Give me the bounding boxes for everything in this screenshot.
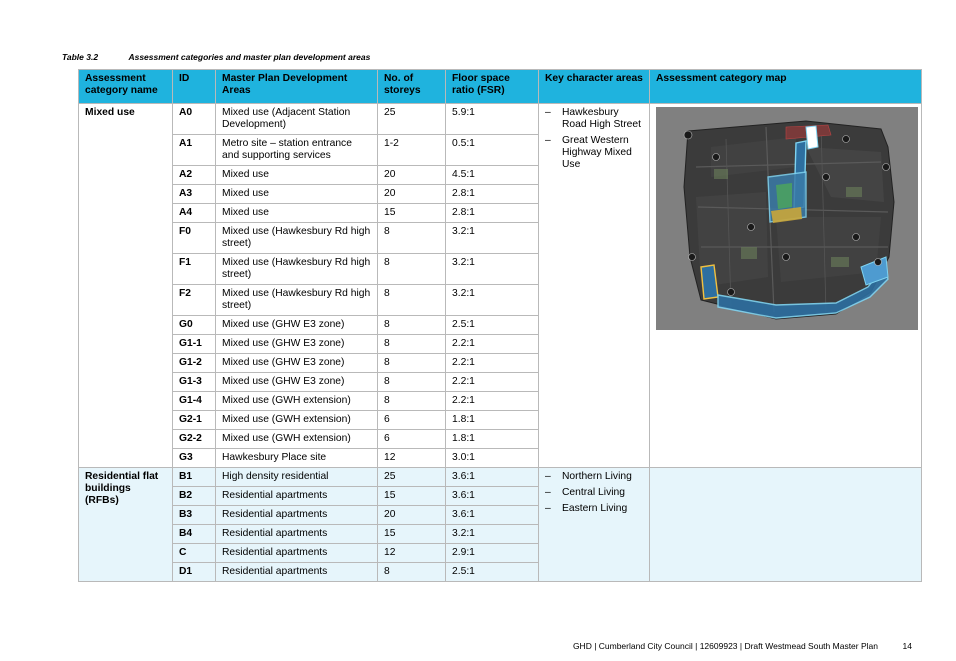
key-area-item: – Northern Living bbox=[545, 471, 643, 483]
header-fsr: Floor space ratio (FSR) bbox=[446, 70, 539, 104]
row-fsr: 3.6:1 bbox=[446, 487, 539, 506]
row-fsr: 3.2:1 bbox=[446, 285, 539, 316]
page-number: 14 bbox=[902, 641, 912, 651]
row-area: Mixed use (Hawkesbury Rd high street) bbox=[216, 285, 378, 316]
key-area-item: – Central Living bbox=[545, 487, 643, 499]
row-storeys: 25 bbox=[378, 104, 446, 135]
row-id: B3 bbox=[173, 506, 216, 525]
row-area: Mixed use (GWH extension) bbox=[216, 430, 378, 449]
key-areas-list bbox=[545, 471, 643, 515]
row-storeys: 8 bbox=[378, 223, 446, 254]
residential-section bbox=[79, 468, 922, 582]
row-id: B4 bbox=[173, 525, 216, 544]
row-fsr: 1.8:1 bbox=[446, 411, 539, 430]
row-storeys: 12 bbox=[378, 449, 446, 468]
row-storeys: 8 bbox=[378, 354, 446, 373]
row-storeys: 8 bbox=[378, 335, 446, 354]
row-fsr: 2.5:1 bbox=[446, 563, 539, 582]
row-storeys: 6 bbox=[378, 411, 446, 430]
header-category: Assessment category name bbox=[79, 70, 173, 104]
row-id: B1 bbox=[173, 468, 216, 487]
mixed-use-section bbox=[79, 104, 922, 468]
row-id: A1 bbox=[173, 135, 216, 166]
row-area: Mixed use (GWH extension) bbox=[216, 411, 378, 430]
row-area: Mixed use (GWH extension) bbox=[216, 392, 378, 411]
row-area: Metro site – station entrance and supporting services bbox=[216, 135, 378, 166]
row-storeys: 1-2 bbox=[378, 135, 446, 166]
row-fsr: 2.5:1 bbox=[446, 316, 539, 335]
row-fsr: 0.5:1 bbox=[446, 135, 539, 166]
row-fsr: 2.2:1 bbox=[446, 392, 539, 411]
row-area: Residential apartments bbox=[216, 506, 378, 525]
row-area: Mixed use (GHW E3 zone) bbox=[216, 354, 378, 373]
row-id: G1-4 bbox=[173, 392, 216, 411]
row-id: F1 bbox=[173, 254, 216, 285]
row-area: Residential apartments bbox=[216, 544, 378, 563]
row-fsr: 2.2:1 bbox=[446, 373, 539, 392]
assessment-category-map bbox=[656, 107, 918, 330]
row-fsr: 3.6:1 bbox=[446, 506, 539, 525]
row-id: C bbox=[173, 544, 216, 563]
key-area-item: – Great Western Highway Mixed Use bbox=[545, 135, 643, 171]
row-id: G1-1 bbox=[173, 335, 216, 354]
row-id: B2 bbox=[173, 487, 216, 506]
header-key-areas: Key character areas bbox=[539, 70, 650, 104]
row-id: G1-3 bbox=[173, 373, 216, 392]
row-area: Hawkesbury Place site bbox=[216, 449, 378, 468]
table-row bbox=[79, 104, 922, 135]
row-area: Mixed use (Adjacent Station Development) bbox=[216, 104, 378, 135]
row-id: F0 bbox=[173, 223, 216, 254]
category-name: Residential flat buildings (RFBs) bbox=[79, 468, 173, 582]
row-id: G3 bbox=[173, 449, 216, 468]
header-storeys: No. of storeys bbox=[378, 70, 446, 104]
row-fsr: 3.6:1 bbox=[446, 468, 539, 487]
footer-text: GHD | Cumberland City Council | 12609923 | Draft Westmead South Master Plan bbox=[572, 641, 878, 651]
row-id: F2 bbox=[173, 285, 216, 316]
row-fsr: 2.8:1 bbox=[446, 185, 539, 204]
row-area: Mixed use (GHW E3 zone) bbox=[216, 316, 378, 335]
row-area: Mixed use bbox=[216, 185, 378, 204]
row-storeys: 8 bbox=[378, 373, 446, 392]
header-areas: Master Plan Development Areas bbox=[216, 70, 378, 104]
row-fsr: 2.8:1 bbox=[446, 204, 539, 223]
row-storeys: 8 bbox=[378, 316, 446, 335]
row-fsr: 2.9:1 bbox=[446, 544, 539, 563]
row-id: G2-1 bbox=[173, 411, 216, 430]
row-storeys: 8 bbox=[378, 254, 446, 285]
row-fsr: 3.2:1 bbox=[446, 254, 539, 285]
row-area: Residential apartments bbox=[216, 563, 378, 582]
row-storeys: 15 bbox=[378, 525, 446, 544]
key-area-item: – Eastern Living bbox=[545, 503, 643, 515]
row-storeys: 20 bbox=[378, 166, 446, 185]
row-storeys: 25 bbox=[378, 468, 446, 487]
assessment-map-cell bbox=[650, 104, 922, 468]
row-fsr: 4.5:1 bbox=[446, 166, 539, 185]
table-caption bbox=[62, 52, 370, 62]
key-area-item: – Hawkesbury Road High Street bbox=[545, 107, 643, 131]
row-fsr: 3.2:1 bbox=[446, 223, 539, 254]
header-map: Assessment category map bbox=[650, 70, 922, 104]
key-areas-list bbox=[545, 107, 643, 171]
row-storeys: 20 bbox=[378, 506, 446, 525]
row-area: High density residential bbox=[216, 468, 378, 487]
row-id: A4 bbox=[173, 204, 216, 223]
row-storeys: 8 bbox=[378, 392, 446, 411]
row-storeys: 8 bbox=[378, 285, 446, 316]
key-character-areas bbox=[539, 468, 650, 582]
row-area: Mixed use bbox=[216, 166, 378, 185]
row-storeys: 8 bbox=[378, 563, 446, 582]
key-character-areas bbox=[539, 104, 650, 468]
row-storeys: 15 bbox=[378, 487, 446, 506]
row-id: A3 bbox=[173, 185, 216, 204]
row-area: Residential apartments bbox=[216, 525, 378, 544]
row-area: Mixed use (Hawkesbury Rd high street) bbox=[216, 254, 378, 285]
table-number: Table 3.2 bbox=[62, 52, 99, 62]
row-area: Residential apartments bbox=[216, 487, 378, 506]
row-id: G1-2 bbox=[173, 354, 216, 373]
row-id: A0 bbox=[173, 104, 216, 135]
row-fsr: 5.9:1 bbox=[446, 104, 539, 135]
row-area: Mixed use (GHW E3 zone) bbox=[216, 373, 378, 392]
row-area: Mixed use (Hawkesbury Rd high street) bbox=[216, 223, 378, 254]
row-storeys: 15 bbox=[378, 204, 446, 223]
category-name: Mixed use bbox=[79, 104, 173, 468]
table-title: Assessment categories and master plan development areas bbox=[128, 52, 371, 62]
row-fsr: 3.0:1 bbox=[446, 449, 539, 468]
table-row bbox=[79, 468, 922, 487]
row-fsr: 2.2:1 bbox=[446, 335, 539, 354]
header-id: ID bbox=[173, 70, 216, 104]
row-area: Mixed use bbox=[216, 204, 378, 223]
row-storeys: 12 bbox=[378, 544, 446, 563]
row-fsr: 2.2:1 bbox=[446, 354, 539, 373]
row-id: G0 bbox=[173, 316, 216, 335]
row-id: D1 bbox=[173, 563, 216, 582]
row-area: Mixed use (GHW E3 zone) bbox=[216, 335, 378, 354]
row-storeys: 6 bbox=[378, 430, 446, 449]
empty-map-cell bbox=[650, 468, 922, 582]
table-header-row bbox=[79, 70, 922, 104]
row-fsr: 1.8:1 bbox=[446, 430, 539, 449]
site-plan-graphic bbox=[656, 107, 918, 330]
row-fsr: 3.2:1 bbox=[446, 525, 539, 544]
row-storeys: 20 bbox=[378, 185, 446, 204]
row-id: A2 bbox=[173, 166, 216, 185]
row-id: G2-2 bbox=[173, 430, 216, 449]
assessment-table bbox=[78, 69, 922, 582]
